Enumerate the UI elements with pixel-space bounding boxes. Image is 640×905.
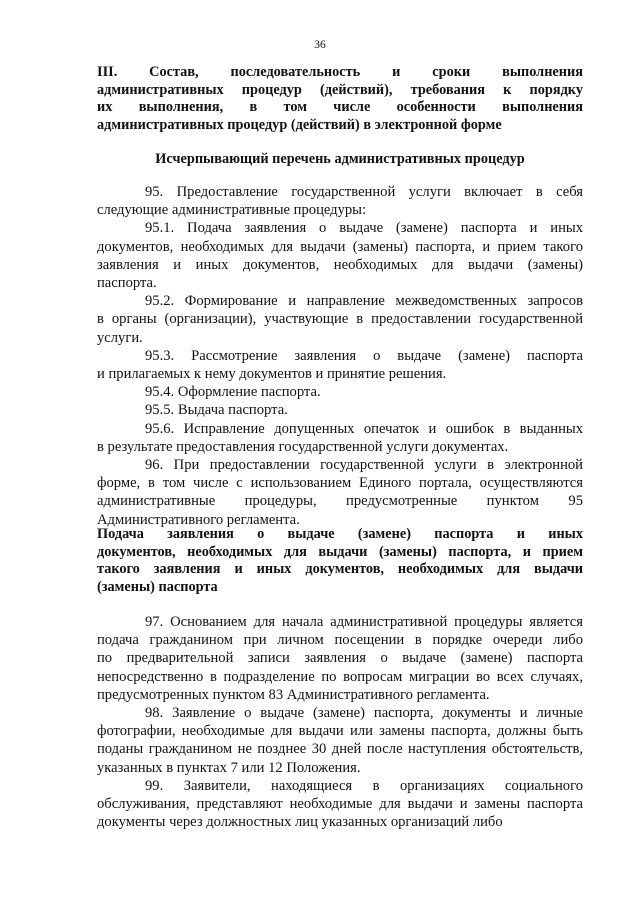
paragraph: [97, 183, 583, 219]
subheading-line: (замены) паспорта: [97, 578, 218, 595]
text-line: Административного регламента.: [97, 511, 300, 528]
page-number: 36: [314, 39, 326, 51]
text-line: указанных в пунктах 7 или 12 Положения.: [97, 759, 361, 776]
text-line: 97. Основанием для начала административной процедуры является: [145, 614, 583, 630]
text-line: заявления и иных документов, необходимых для выдачи (замены): [97, 256, 583, 273]
text-line: фотографии, необходимые для выдачи или замены паспорта, должны быть: [97, 723, 583, 740]
paragraph: [97, 456, 583, 529]
text-line: подача гражданином при личном посещении в порядке очереди либо: [97, 632, 583, 649]
paragraph: [97, 347, 583, 383]
text-line: документов, необходимых для выдачи (замены) паспорта, и прием такого: [97, 238, 583, 255]
section-heading-line: административных процедур (действий) в электронной форме: [97, 116, 502, 133]
subheading-application: [97, 526, 583, 596]
text-line: 95.5. Выдача паспорта.: [145, 402, 288, 419]
section-heading-line: их выполнения, в том числе особенности выполнения: [97, 99, 583, 115]
subheading-line: Подача заявления о выдаче (замене) паспорта и иных: [97, 526, 583, 542]
paragraph: [97, 401, 583, 419]
paragraph: [97, 613, 583, 704]
paragraph: [97, 704, 583, 777]
text-line: в результате предоставления государственной услуги документах.: [97, 438, 509, 455]
text-line: по предварительной записи заявления о выдаче (замене) паспорта: [97, 650, 583, 667]
text-line: 95.1. Подача заявления о выдаче (замене) паспорта и иных: [145, 220, 583, 237]
text-line: 95. Предоставление государственной услуги включает в себя: [145, 184, 583, 200]
text-line: предусмотренных пунктом 83 Административного регламента.: [97, 686, 490, 703]
text-line: непосредственно в подразделение по вопросам миграции во всех случаях,: [97, 668, 583, 685]
subheading-procedures-list: Исчерпывающий перечень административных процедур: [155, 151, 525, 167]
paragraph: [97, 420, 583, 456]
text-line: в органы (организации), участвующие в предоставлении государственной: [97, 311, 583, 328]
text-line: обслуживания, представляют необходимые для выдачи и замены паспорта: [97, 796, 583, 813]
procedures-list-block: [97, 183, 583, 529]
text-line: 95.2. Формирование и направление межведомственных запросов: [145, 293, 583, 310]
subheading-line: такого заявления и иных документов, необходимых для выдачи: [97, 561, 583, 577]
text-line: и прилагаемых к нему документов и принятие решения.: [97, 366, 447, 383]
section-heading: [97, 64, 583, 134]
section-heading-line: III. Состав, последовательность и сроки выполнения: [97, 64, 583, 80]
paragraph: [97, 383, 583, 401]
text-line: 98. Заявление о выдаче (замене) паспорта, документы и личные: [145, 705, 583, 722]
paragraph: [97, 292, 583, 347]
text-line: 96. При предоставлении государственной услуги в электронной: [145, 457, 583, 474]
text-line: 99. Заявители, находящиеся в организациях социального: [145, 777, 583, 794]
paragraph: [97, 219, 583, 292]
text-line: паспорта.: [97, 275, 157, 292]
text-line: форме, в том числе с использованием Единого портала, осуществляются: [97, 475, 583, 492]
section-heading-line: административных процедур (действий), требования к порядку: [97, 81, 583, 98]
text-line: поданы гражданином не позднее 30 дней после наступления обстоятельств,: [97, 741, 583, 758]
text-line: документы через должностных лиц указанных организаций либо: [97, 814, 503, 831]
text-line: следующие административные процедуры:: [97, 202, 367, 219]
text-line: 95.6. Исправление допущенных опечаток и ошибок в выданных: [145, 420, 583, 437]
subheading-line: документов, необходимых для выдачи (замены) паспорта, и прием: [97, 543, 583, 560]
application-procedure-block: [97, 613, 583, 831]
text-line: 95.3. Рассмотрение заявления о выдаче (замене) паспорта: [145, 347, 583, 364]
text-line: административные процедуры, предусмотренные пунктом 95: [97, 493, 583, 510]
text-line: 95.4. Оформление паспорта.: [145, 384, 321, 401]
text-line: услуги.: [97, 329, 143, 346]
paragraph: [97, 777, 583, 832]
